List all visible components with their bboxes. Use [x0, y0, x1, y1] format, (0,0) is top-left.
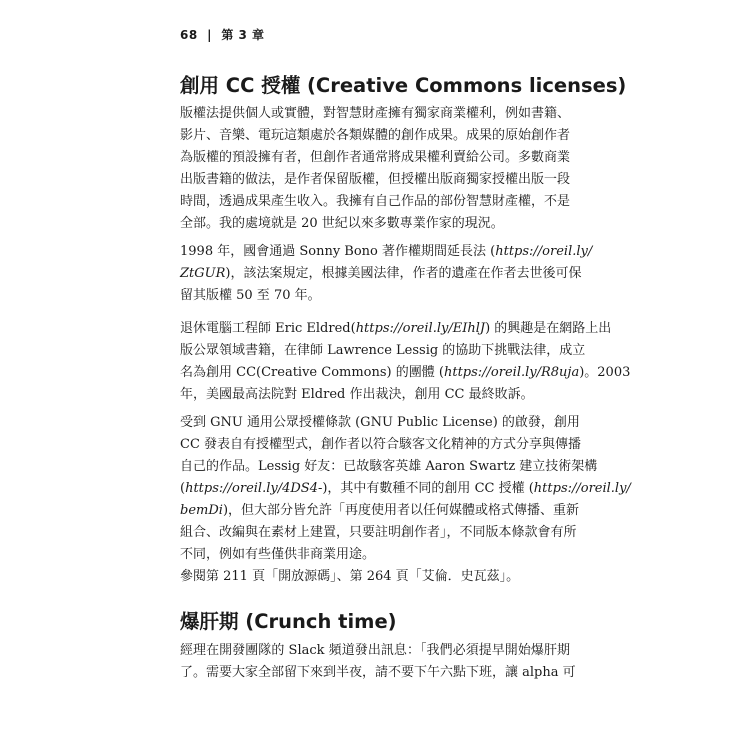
- text-line: [180, 169, 570, 191]
- text-line: [180, 478, 631, 500]
- text-line: [180, 191, 570, 213]
- line-text: )，但大部分皆允許「再度使用者以任何媒體或格式傳播、重新: [222, 503, 580, 518]
- paragraph-gnu: [180, 412, 631, 566]
- text-line: [180, 456, 598, 478]
- line-text: 受到 GNU 通用公眾授權條款 (GNU Public License) 的啟發，創用: [180, 415, 580, 430]
- url-text: https://oreil.ly/R8uja: [443, 365, 580, 380]
- line-text: CC 發表自有授權型式，創作者以符合駭客文化精神的方式分享與傳播: [180, 437, 582, 452]
- text-line: [180, 522, 577, 544]
- line-text: ) 的興趣是在網路上出: [485, 321, 612, 336]
- line-text: 1998 年，國會通過 Sonny Bono 著作權期間延長法 (: [180, 244, 496, 259]
- text-line: [180, 544, 570, 566]
- text-line: [180, 318, 612, 340]
- url-text: https://oreil.ly/: [495, 244, 593, 259]
- line-text: )。2003: [579, 365, 631, 380]
- line-text: 年，美國最高法院對 Eldred 作出裁決，創用 CC 最終敗訴。: [180, 387, 534, 402]
- text-line: [180, 213, 570, 235]
- text-line: [180, 263, 582, 285]
- url-text: https://oreil.ly/: [533, 481, 631, 496]
- text-line: [180, 412, 580, 434]
- running-header: [180, 26, 265, 43]
- line-text: 不同，例如有些僅供非商業用途。: [180, 547, 376, 562]
- text-line: [180, 285, 570, 307]
- line-text: 自己的作品。Lessig 好友：已故駭客英雄 Aaron Swartz 建立技術架構: [180, 459, 598, 474]
- chapter-label: 第 3 章: [221, 28, 265, 42]
- line-text: 組合、改編與在素材上建置，只要註明創作者」，不同版本條款會有所: [180, 525, 577, 540]
- section-heading-crunch-time: 爆肝期 (Crunch time): [180, 610, 397, 633]
- text-line: [180, 241, 593, 263]
- text-line: [180, 147, 570, 169]
- text-line: [180, 384, 570, 406]
- paragraph-see-also: [180, 566, 570, 588]
- paragraph-sonny-bono: [180, 241, 593, 307]
- paragraph-crunch-intro: [180, 640, 576, 684]
- text-line: [180, 103, 570, 125]
- page-number: 68: [180, 28, 198, 42]
- line-text: (: [180, 481, 186, 496]
- text-line: [180, 362, 631, 384]
- text-line: [180, 125, 570, 147]
- text-line: [180, 662, 576, 684]
- header-separator: |: [207, 28, 212, 42]
- line-text: 經理在開發團隊的 Slack 頻道發出訊息：「我們必須提早開始爆肝期: [180, 643, 570, 658]
- line-text: 版公眾領域書籍，在律師 Lawrence Lessig 的協助下挑戰法律，成立: [180, 343, 586, 358]
- section-heading-creative-commons: 創用 CC 授權 (Creative Commons licenses): [180, 74, 627, 97]
- line-text: 影片、音樂、電玩這類處於各類媒體的創作成果。成果的原始創作者: [180, 128, 571, 143]
- line-text: 名為創用 CC(Creative Commons) 的團體 (: [180, 365, 444, 380]
- text-line: [180, 640, 570, 662]
- line-text: 退休電腦工程師 Eric Eldred(: [180, 321, 356, 336]
- text-line: [180, 566, 570, 588]
- url-text: bemDi: [180, 503, 223, 518]
- line-text: 出版書籍的做法，是作者保留版權，但授權出版商獨家授權出版一段: [180, 172, 571, 187]
- line-text: 全部。我的處境就是 20 世紀以來多數專業作家的現況。: [180, 216, 504, 231]
- line-text: )，其中有數種不同的創用 CC 授權 (: [322, 481, 534, 496]
- url-text: https://oreil.ly/EIhlJ: [355, 321, 486, 336]
- line-text: 了。需要大家全部留下來到半夜，請不要下午六點下班，讓 alpha 可: [180, 665, 576, 680]
- paragraph-eldred: [180, 318, 631, 406]
- text-line: [180, 434, 582, 456]
- text-line: [180, 500, 580, 522]
- line-text: )，該法案規定，根據美國法律，作者的遺產在作者去世後可保: [225, 266, 582, 281]
- line-text: 為版權的預設擁有者，但創作者通常將成果權利賣給公司。多數商業: [180, 150, 571, 165]
- text-line: [180, 340, 586, 362]
- line-text: 時間，透過成果產生收入。我擁有自己作品的部份智慧財產權，不是: [180, 194, 571, 209]
- line-text: 版權法提供個人或實體，對智慧財產擁有獨家商業權利，例如書籍、: [180, 106, 571, 121]
- line-text: 參閱第 211 頁「開放源碼」、第 264 頁「艾倫．史瓦茲」。: [180, 569, 520, 584]
- url-text: https://oreil.ly/4DS4-: [185, 481, 323, 496]
- url-text: ZtGUR: [180, 266, 226, 281]
- paragraph-copyright: [180, 103, 570, 235]
- line-text: 留其版權 50 至 70 年。: [180, 288, 321, 303]
